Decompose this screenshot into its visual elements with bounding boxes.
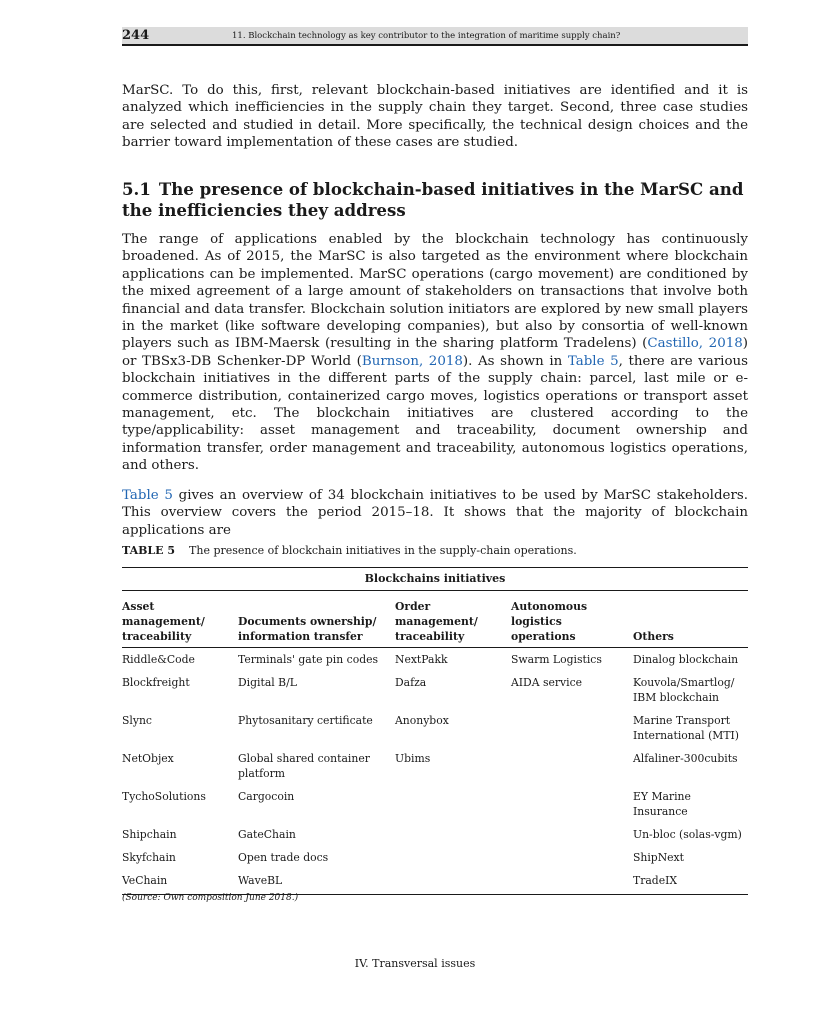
table-row	[122, 709, 748, 747]
section-title: The presence of blockchain-based initiatives in the MarSC and the inefficiencies they address	[122, 179, 744, 220]
paragraph-text: gives an overview of 34 blockchain initiatives to be used by MarSC stakeholders. This overview covers the period 2015–18. It shows that the majority of blockchain applications are	[122, 488, 748, 538]
table-cell	[511, 846, 633, 869]
table-cell: GateChain	[238, 828, 296, 841]
table-cell: Skyfchain	[122, 851, 176, 864]
paragraph-text: ) or TBSx3-DB Schenker-DP World (	[122, 336, 748, 369]
body-paragraph-3	[122, 487, 748, 539]
table-caption	[122, 544, 748, 558]
page-footer: IV. Transversal issues	[354, 957, 476, 970]
table-cell: Anonybox	[395, 714, 449, 727]
table-cell	[511, 785, 633, 823]
table-caption-text: The presence of blockchain initiatives in the supply-chain operations.	[189, 544, 577, 557]
column-header: Asset management/ traceability	[122, 591, 238, 648]
body-paragraph-2	[122, 231, 748, 475]
table-row	[122, 671, 748, 709]
table-cell: NetObjex	[122, 752, 174, 765]
table-cell: Riddle&Code	[122, 653, 195, 666]
table-cell: ShipNext	[633, 851, 684, 864]
citation-burnson-link[interactable]: Burnson, 2018	[361, 353, 463, 369]
column-header: Documents ownership/ information transfer	[238, 591, 395, 648]
table-header-row	[122, 591, 748, 648]
page-header	[122, 27, 748, 46]
table-cell: Shipchain	[122, 828, 177, 841]
table-cell: Blockfreight	[122, 676, 190, 689]
table-group-row	[122, 568, 748, 591]
table-cell: TychoSolutions	[122, 790, 206, 803]
table-cell: Phytosanitary certificate	[238, 714, 373, 727]
column-header: Autonomous logistics operations	[511, 591, 633, 648]
citation-castillo-link[interactable]: Castillo, 2018	[647, 336, 743, 352]
table-5-link[interactable]: Table 5	[122, 488, 173, 503]
table-cell	[511, 709, 633, 747]
table-cell: VeChain	[122, 869, 238, 895]
table-cell: Digital B/L	[238, 676, 297, 689]
table-cell: Alfaliner-300cubits	[633, 752, 738, 765]
table-row	[122, 747, 748, 785]
running-head: 11. Blockchain technology as key contributor to the integration of maritime supply chain?	[232, 31, 621, 41]
table-grid	[122, 567, 748, 895]
table-cell: TradeIX	[633, 869, 748, 895]
table-cell	[511, 869, 633, 895]
table-cell: AIDA service	[511, 676, 583, 689]
table-cell	[395, 823, 511, 846]
section-heading	[122, 179, 748, 221]
table-row	[122, 823, 748, 846]
page-number: 244	[122, 28, 150, 43]
column-header: Order management/ traceability	[395, 591, 511, 648]
table-cell: Swarm Logistics	[511, 653, 602, 666]
table-cell: WaveBL	[238, 869, 395, 895]
table-cell: EY Marine Insurance	[633, 790, 691, 818]
table-cell: NextPakk	[395, 653, 448, 666]
column-header: Others	[633, 591, 748, 648]
table-label: TABLE 5	[122, 544, 176, 557]
table-row	[122, 846, 748, 869]
table-cell: Open trade docs	[238, 851, 329, 864]
paragraph-text: ). As shown in	[462, 353, 568, 369]
paragraph-text: , there are various blockchain initiatives in the different parts of the supply chain: parcel, last mile or e-commerce distribution, containerized cargo moves, logistics operations or transport asset management, etc. The blockchain initiatives are clustered according to the type/applicability: asset management and traceability, document ownership and information transfer, order management and traceability, autonomous logistics operations, and others.	[122, 353, 748, 474]
paragraph-text: The range of applications enabled by the blockchain technology has continuously broadened. As of 2015, the MarSC is also targeted as the environment where blockchain applications can be implemented. MarSC operations (cargo movement) are conditioned by the mixed agreement of a large amount of stakeholders on transactions that involve both financial and data transfer. Blockchain solution initiators are explored by new small players in the market (like software developing companies), but also by consortia of well-known players such as IBM-Maersk (resulting in the sharing platform Tradelens) (	[122, 232, 748, 352]
section-number: 5.1	[122, 179, 151, 199]
intro-paragraph: MarSC. To do this, first, relevant blockchain-based initiatives are identified and it is analyzed which inefficiencies in the supply chain they target. Second, three case studies are selected and studied in detail. More specifically, the technical design choices and the barrier toward implementation of these cases are studied.	[122, 83, 748, 151]
table-cell: Un-bloc (solas-vgm)	[633, 828, 742, 841]
table-cell	[395, 785, 511, 823]
table-cell: Dafza	[395, 676, 427, 689]
table-cell	[511, 747, 633, 785]
table-cell: Ubims	[395, 752, 431, 765]
table-row	[122, 869, 748, 895]
table-row	[122, 785, 748, 823]
table-cell: Terminals' gate pin codes	[238, 653, 379, 666]
table-cell: Dinalog blockchain	[633, 653, 739, 666]
table-cell: Global shared container platform	[238, 752, 370, 780]
table-cell: Marine Transport International (MTI)	[633, 714, 740, 742]
table-cell	[395, 869, 511, 895]
table-source-note: (Source: Own composition June 2018.)	[122, 893, 299, 903]
table-cell	[511, 823, 633, 846]
initiatives-table	[122, 567, 748, 895]
table-cell: Cargocoin	[238, 790, 295, 803]
table-group-header: Blockchains initiatives	[122, 568, 748, 591]
table-cell: Kouvola/Smartlog/ IBM blockchain	[633, 676, 735, 704]
table-cell: Slync	[122, 714, 152, 727]
table-row	[122, 648, 748, 672]
table-5-link[interactable]: Table 5	[567, 353, 619, 369]
table-cell	[395, 846, 511, 869]
